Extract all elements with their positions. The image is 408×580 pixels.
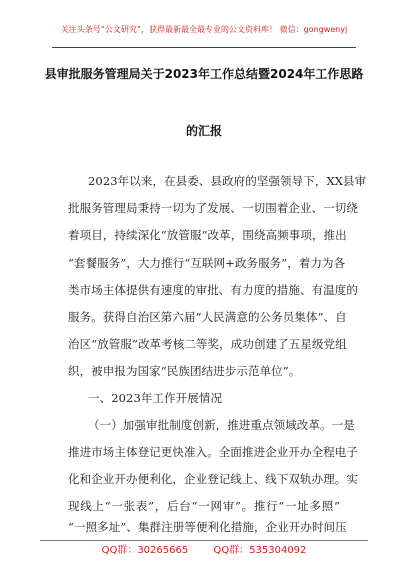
document-title-line-1: 县审批服务管理局关于2023年工作总结暨2024年工作思路 — [44, 67, 364, 81]
body-line: 批服务管理局秉持一切为了发展、一切围着企业、一切绕 — [68, 201, 358, 215]
footer-divider — [40, 540, 368, 541]
body-line: 治区“放管服”改革考核二等奖，成功创建了五星级党组 — [68, 337, 347, 351]
body-line: 推进市场主体登记更快准入。全面推进企业开办全程电子 — [68, 445, 358, 459]
body-line: 化和企业开办便利化，企业登记线上、线下双轨办理。实 — [68, 472, 358, 486]
document-title-line-2: 的汇报 — [185, 124, 222, 138]
body-line: （一）加强审批制度创新，推进重点领域改革。一是 — [88, 418, 355, 432]
body-line: 2023年以来，在县委、县政府的坚强领导下，XX县审 — [88, 174, 367, 188]
footer — [0, 544, 408, 558]
footer-qq-group-2: QQ群：535304092 — [213, 545, 307, 556]
header-banner: 关注头条号“公文研究”，获得最新最全最专业的公文资料库！ 微信：gongwenyj — [60, 25, 348, 34]
body-line: 现线上“一张表”，后台“一网审”。推行“一址多照” — [68, 499, 340, 513]
body-line: “一照多址”、集群注册等便利化措施，企业开办时间压 — [68, 520, 347, 534]
footer-qq-group-1: QQ群：30265665 — [101, 545, 189, 556]
body-line: 服务。获得自治区第六届“人民满意的公务员集体”、自 — [68, 310, 347, 324]
section-heading: 一、2023年工作开展情况 — [88, 391, 223, 405]
body-line: 织，被申报为国家“民族团结进步示范单位”。 — [68, 364, 301, 378]
body-line: “套餐服务”，大力推行“互联网+政务服务”，着力为各 — [68, 256, 346, 270]
body-line: 类市场主体提供有速度的审批、有力度的措施、有温度的 — [68, 283, 358, 297]
header-divider — [52, 47, 356, 48]
body-line: 着项目，持续深化“放管服”改革，围绕高频事项，推出 — [68, 228, 347, 242]
